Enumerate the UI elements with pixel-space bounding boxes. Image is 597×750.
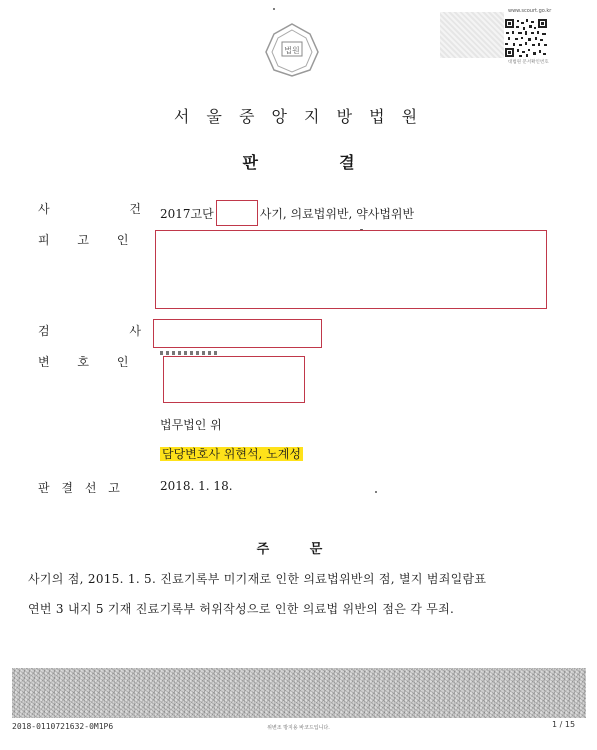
sentence-date: 2018. 1. 18. xyxy=(160,479,233,493)
prosecutor-label: 검 사 xyxy=(38,324,179,338)
order-line-2: 연번 3 내지 5 기재 진료기록부 허위작성으로 인한 의료법 위반의 점은 각 무죄. xyxy=(28,602,455,616)
qr-code-icon xyxy=(504,18,548,58)
document-title xyxy=(0,150,597,173)
title-char-1: 판 xyxy=(242,153,258,172)
verification-qr xyxy=(438,8,552,65)
attorneys xyxy=(160,445,303,462)
stray-mark xyxy=(360,229,363,230)
case-charges: 사기, 의료법위반, 약사법위반 xyxy=(259,207,415,221)
redacted-prosecutor xyxy=(153,319,322,348)
redaction-block xyxy=(440,12,504,58)
stray-mark xyxy=(375,491,377,493)
qr-url: www.scourt.go.kr xyxy=(508,8,552,14)
emblem-label: 법원 xyxy=(284,46,300,55)
case-value xyxy=(160,200,414,226)
court-emblem-icon xyxy=(262,22,322,78)
qr-label: 대법원 문서확인번호 xyxy=(508,60,549,65)
stray-mark xyxy=(273,8,275,10)
cropped-text-remnant xyxy=(160,351,220,355)
order-line-1: 사기의 점, 2015. 1. 5. 진료기록부 미기재로 인한 의료법위반의 점, 별지 범죄일람표 xyxy=(28,572,487,586)
law-firm: 법무법인 위 xyxy=(160,418,222,432)
page-number: 1 / 15 xyxy=(552,720,576,729)
sentence-date-label: 판 결 선 고 xyxy=(38,481,124,495)
attorney-label: 변 호 인 xyxy=(38,355,141,369)
redacted-attorney xyxy=(163,356,305,403)
barcode-note: 위변조 방지용 바코드입니다. xyxy=(267,725,330,731)
attorneys-highlight: 담당변호사 위현석, 노계성 xyxy=(162,447,301,461)
anti-forgery-barcode xyxy=(12,668,586,718)
order-title: 주 문 xyxy=(256,542,341,557)
redacted-case-number xyxy=(216,200,258,226)
court-name: 서 울 중 앙 지 방 법 원 xyxy=(173,107,424,126)
title-char-2: 결 xyxy=(339,153,355,172)
redacted-defendant xyxy=(155,230,547,309)
case-label: 사 건 xyxy=(38,202,179,216)
document-id: 2018-0110721632-0M1P6 xyxy=(12,722,114,731)
case-number: 2017고단 xyxy=(160,207,214,221)
defendant-label: 피 고 인 xyxy=(38,233,141,247)
